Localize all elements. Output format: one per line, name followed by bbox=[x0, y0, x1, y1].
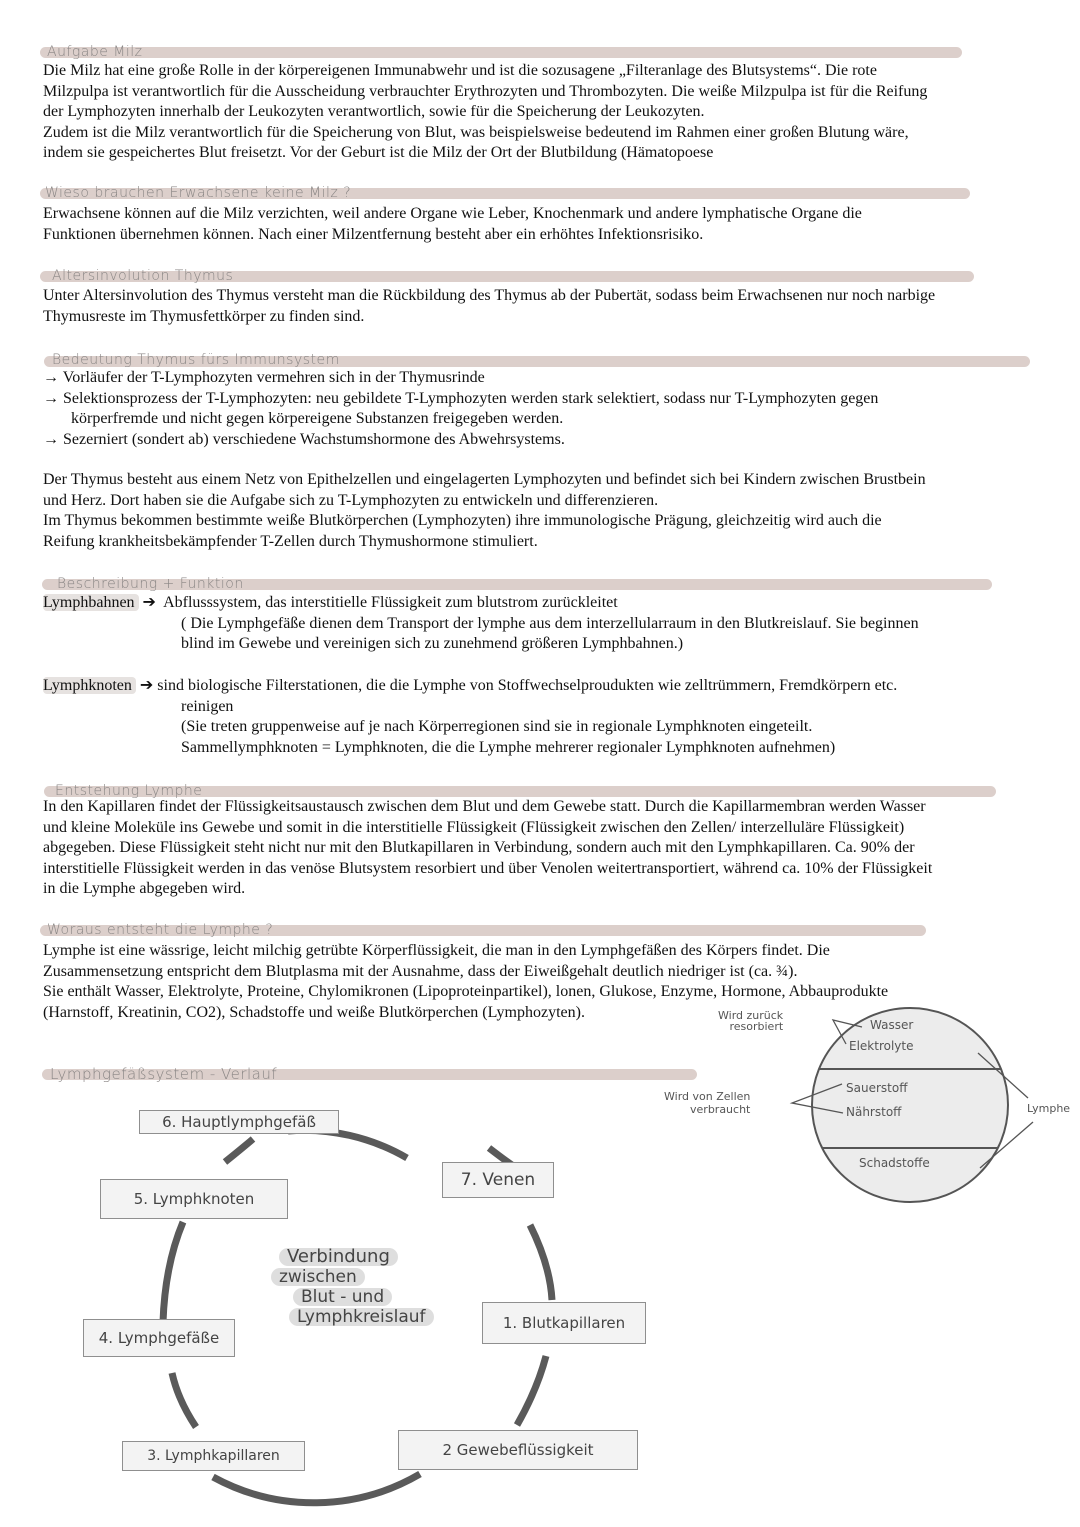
note-resorbiert bbox=[718, 1010, 783, 1032]
arrow-icon: ➔ bbox=[142, 594, 156, 611]
bullet-item: → Sezerniert (sondert ab) verschiedene Wachstumshormone des Abwehrsystems. bbox=[43, 430, 565, 448]
section-text-thymus bbox=[43, 470, 1053, 552]
section-heading-bar bbox=[40, 44, 962, 60]
text-line: der Lymphozyten innerhalb der Leukozyten verantwortlich, sowie für die Speicherung der Leukozyten. bbox=[43, 103, 705, 120]
section-heading: Bedeutung Thymus fürs Immunsystem bbox=[52, 352, 340, 368]
section-text-milz bbox=[43, 61, 1053, 164]
text-line: interstitielle Flüssigkeit werden in das venöse Blutsystem resorbiert und über Venolen weitertransportiert, während ca. 10% der Flüssigkeit bbox=[43, 859, 933, 877]
section-text-thymus-bullets bbox=[43, 368, 1053, 450]
label-elektrolyte: Elektrolyte bbox=[849, 1039, 914, 1053]
section-heading: Wieso brauchen Erwachsene keine Milz ? bbox=[45, 185, 352, 201]
bullet-item-continued: körperfremde und nicht gegen körpereigene Substanzen freigegeben werden. bbox=[71, 410, 564, 427]
cycle-step-5: 5. Lymphknoten bbox=[100, 1179, 288, 1219]
text-line: Funktionen übernehmen können. Nach einer Milzentfernung besteht aber ein erhöhtes Infektionsrisiko. bbox=[43, 225, 704, 243]
term-label: Lymphbahnen bbox=[43, 594, 139, 611]
center-line: zwischen bbox=[271, 1268, 365, 1286]
text-line: reinigen bbox=[181, 697, 234, 715]
label-wasser: Wasser bbox=[870, 1018, 914, 1032]
term-lymphbahnen bbox=[43, 593, 1053, 655]
cycle-center-label bbox=[275, 1247, 434, 1327]
section-heading: Beschreibung + Funktion bbox=[57, 576, 244, 592]
bullet-item: → Selektionsprozess der T-Lymphozyten: neu gebildete T-Lymphozyten werden stark selektiert, sodass nur T-Lymphozyten gegen bbox=[43, 389, 879, 407]
text-line: Erwachsene können auf die Milz verzichten, weil andere Organe wie Leber, Knochenmark und andere lymphatische Organe die bbox=[43, 205, 862, 222]
text-line: und kleine Moleküle ins Gewebe und somit in die interstitielle Flüssigkeit (Flüssigkeit zwischen den Zellen/ interzelluläre Flüssigkeit) bbox=[43, 818, 905, 836]
text-line: ( Die Lymphgefäße dienen dem Transport der lymphe aus dem interzellularraum in den Blutkreislauf. Sie beginnen bbox=[181, 614, 919, 632]
text-line: blind im Gewebe und vereinigen sich zu zunehmend größeren Lymphbahnen.) bbox=[181, 635, 684, 652]
text-line: und Herz. Dort haben sie die Aufgabe sich zu T-Lymphozyten zu entwickeln und differenzieren. bbox=[43, 491, 659, 509]
term-definition: sind biologische Filterstationen, die die Lymphe von Stoffwechselproudukten wie zelltrümmern, Fremdkörpern etc. bbox=[157, 677, 898, 694]
note-line: Wird von Zellen bbox=[664, 1090, 751, 1103]
section-heading: Woraus entsteht die Lymphe ? bbox=[47, 922, 274, 938]
cycle-step-4: 4. Lymphgefäße bbox=[83, 1319, 235, 1357]
text-line: Der Thymus besteht aus einem Netz von Epithelzellen und eingelagerten Lymphozyten und befindet sich bei Kindern zwischen Brustbein bbox=[43, 471, 926, 488]
bullet-item: → Vorläufer der T-Lymphozyten vermehren sich in der Thymusrinde bbox=[43, 369, 485, 386]
text-line: In den Kapillaren findet der Flüssigkeitsaustausch zwischen dem Blut und dem Gewebe statt. Durch die Kapillarmembran werden Wasser bbox=[43, 798, 926, 815]
text-line: in die Lymphe abgegeben wird. bbox=[43, 880, 246, 897]
text-line: Sie enthält Wasser, Elektrolyte, Proteine, Chylomikronen (Lipoproteinpartikel), lonen, Glukose, Enzyme, Hormone, Abbauprodukte bbox=[43, 983, 889, 1000]
label-schadstoffe: Schadstoffe bbox=[859, 1156, 930, 1170]
label-naehrstoff: Nährstoff bbox=[846, 1105, 902, 1119]
cycle-step-2: 2 Gewebeflüssigkeit bbox=[398, 1430, 638, 1470]
term-label: Lymphknoten bbox=[43, 677, 136, 694]
text-line: indem sie gespeichertes Blut freisetzt. Vor der Geburt ist die Milz der Ort der Blutbildung (Hämatopoese bbox=[43, 144, 714, 161]
note-line: resorbiert bbox=[729, 1020, 784, 1033]
text-line: abgegeben. Diese Flüssigkeit steht nicht nur mit den Blutkapillaren in Verbindung, sondern auch mit den Lymphkapillaren. Ca. 90% der bbox=[43, 839, 915, 856]
section-text-erwachsene bbox=[43, 204, 1053, 245]
center-line: Lymphkreislauf bbox=[289, 1308, 434, 1326]
cycle-step-6: 6. Hauptlymphgefäß bbox=[139, 1110, 339, 1134]
note-line: verbraucht bbox=[690, 1103, 751, 1116]
section-heading: Altersinvolution Thymus bbox=[52, 268, 234, 284]
center-line: Verbindung bbox=[279, 1248, 398, 1266]
text-line: Im Thymus bekommen bestimmte weiße Blutkörperchen (Lymphozyten) ihre immunologische Prägung, gleichzeitig wird auch die bbox=[43, 512, 882, 529]
text-line: Die Milz hat eine große Rolle in der körpereigenen Immunabwehr und ist die sozusagene „Filteranlage des Blutsystems“. Die rote bbox=[43, 62, 877, 79]
label-lymphe: Lymphe bbox=[1027, 1102, 1071, 1115]
section-text-altersinvolution bbox=[43, 286, 1053, 327]
section-heading: Lymphgefäßsystem - Verlauf bbox=[50, 1065, 278, 1083]
note-line: Wird zurück bbox=[718, 1009, 784, 1022]
cycle-step-7: 7. Venen bbox=[442, 1162, 554, 1198]
text-line: Unter Altersinvolution des Thymus versteht man die Rückbildung des Thymus ab der Pubertät, sodass beim Erwachsenen nur noch narbige bbox=[43, 287, 936, 304]
text-line: Thymusreste im Thymusfettkörper zu finden sind. bbox=[43, 307, 365, 325]
center-line: Blut - und bbox=[293, 1288, 392, 1306]
term-lymphknoten bbox=[43, 676, 1053, 758]
section-heading: Aufgabe Milz bbox=[47, 44, 143, 60]
text-line: (Sie treten gruppenweise auf je nach Körperregionen sind sie in regionale Lymphknoten eingeteilt. bbox=[181, 718, 813, 735]
section-heading: Entstehung Lymphe bbox=[55, 783, 203, 799]
text-line: Reifung krankheitsbekämpfender T-Zellen durch Thymushormone stimuliert. bbox=[43, 532, 538, 550]
term-definition: Abflusssystem, das interstitielle Flüssigkeit zum blutstrom zurückleitet bbox=[163, 594, 618, 611]
cycle-step-1: 1. Blutkapillaren bbox=[482, 1302, 646, 1344]
text-line: Sammellymphknoten = Lymphknoten, die die Lymphe mehrerer regionaler Lymphknoten aufnehmen) bbox=[181, 738, 836, 756]
text-line: Zudem ist die Milz verantwortlich für die Speicherung von Blut, was beispielsweise bedeutend im Rahmen einer großen Blutung wäre, bbox=[43, 123, 909, 141]
text-line: Lymphe ist eine wässrige, leicht milchig getrübte Körperflüssigkeit, die man in den Lymphgefäßen des Körpers findet. Die bbox=[43, 942, 830, 959]
cycle-step-3: 3. Lymphkapillaren bbox=[122, 1441, 305, 1471]
label-sauerstoff: Sauerstoff bbox=[846, 1081, 908, 1095]
section-text-entstehung bbox=[43, 797, 1053, 900]
arrow-icon: ➔ bbox=[139, 677, 154, 694]
text-line: Milzpulpa ist verantwortlich für die Ausscheidung verbrauchter Erythrozyten und Thrombozyten. Die weiße Milzpulpa ist für die Reifung bbox=[43, 82, 928, 100]
text-line: Zusammensetzung entspricht dem Blutplasma mit der Ausnahme, dass der Eiweißgehalt deutlich niedriger ist (ca. ¾). bbox=[43, 962, 798, 980]
text-line: (Harnstoff, Kreatinin, CO2), Schadstoffe und weiße Blutkörperchen (Lymphozyten). bbox=[43, 1003, 585, 1021]
